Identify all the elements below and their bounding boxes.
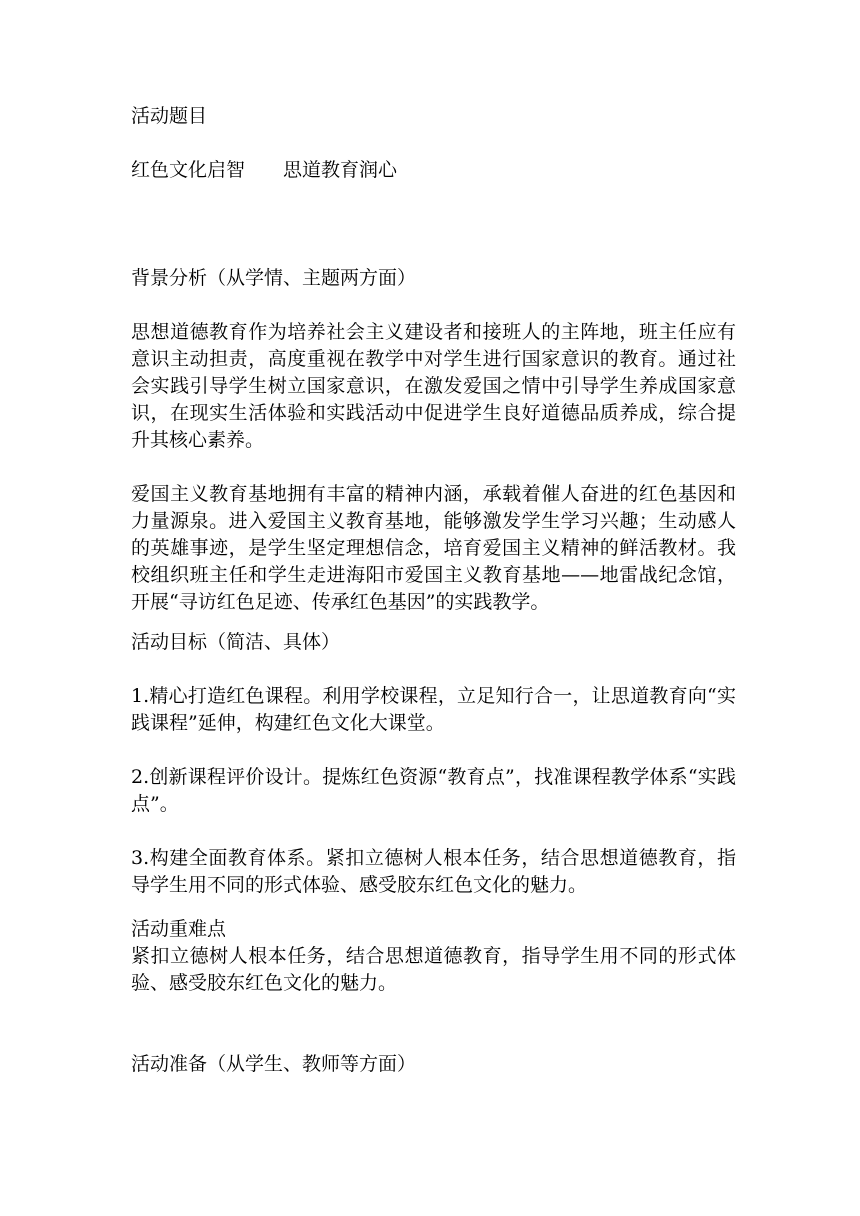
activity-title-part1: 红色文化启智 [131,159,246,181]
goal-item-3: 3.构建全面教育体系。紧扣立德树人根本任务，结合思想道德教育，指导学生用不同的形式体验、感受胶东红色文化的魅力。 [131,847,736,896]
key-points-text: 紧扣立德树人根本任务，结合思想道德教育，指导学生用不同的形式体验、感受胶东红色文化的魅力。 [131,945,736,994]
document-page [131,0,736,1216]
activity-title [131,157,397,184]
activity-title-part2: 思道教育润心 [283,159,398,181]
preparation-heading: 活动准备（从学生、教师等方面） [131,1053,417,1075]
goal-item-1: 1.精心打造红色课程。利用学校课程，立足知行合一，让思道教育向“实践课程”延伸，构建红色文化大课堂。 [131,685,736,734]
key-points-heading: 活动重难点 [131,918,227,940]
goal-item-2: 2.创新课程评价设计。提炼红色资源“教育点”，找准课程教学体系“实践点”。 [131,766,736,815]
background-paragraph-1: 思想道德教育作为培养社会主义建设者和接班人的主阵地，班主任应有意识主动担责，高度重视在教学中对学生进行国家意识的教育。通过社会实践引导学生树立国家意识，在激发爱国之情中引导学生养成国家意识，在现实生活体验和实践活动中促进学生良好道德品质养成，综合提升其核心素养。 [131,321,736,451]
topic-heading: 活动题目 [131,105,208,127]
background-paragraph-2: 爱国主义教育基地拥有丰富的精神内涵，承载着催人奋进的红色基因和力量源泉。进入爱国主义教育基地，能够激发学生学习兴趣；生动感人的英雄事迹，是学生坚定理想信念，培育爱国主义精神的鲜活教材。我校组织班主任和学生走进海阳市爱国主义教育基地——地雷战纪念馆，开展“寻访红色足迹、传承红色基因”的实践教学。 [131,483,736,613]
goals-heading: 活动目标（简洁、具体） [131,631,341,653]
background-heading: 背景分析（从学情、主题两方面） [131,267,417,289]
